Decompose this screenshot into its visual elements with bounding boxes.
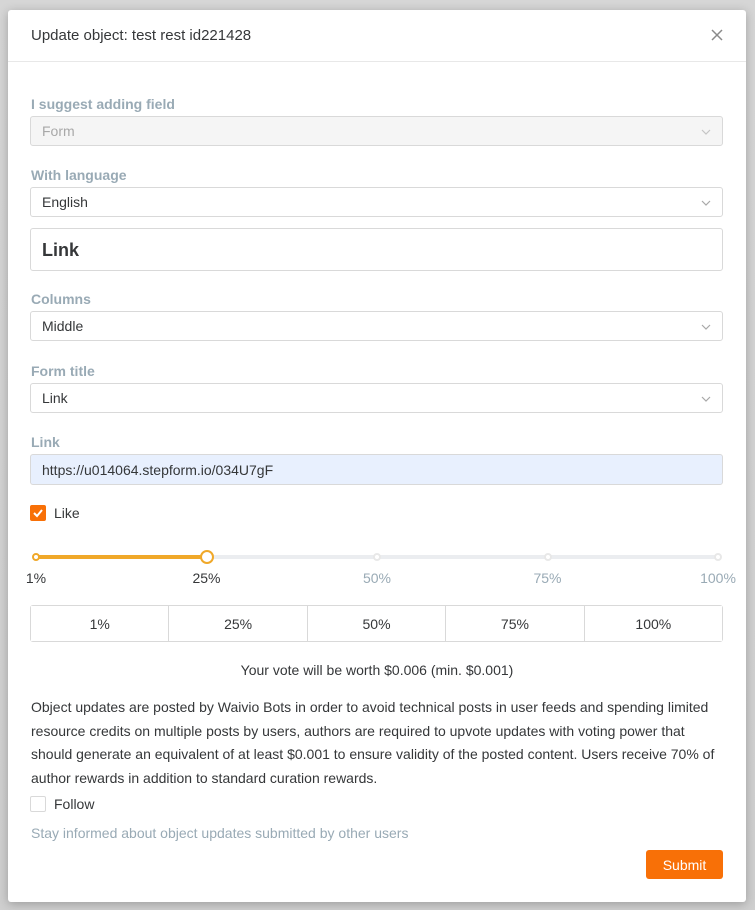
chevron-down-icon: [700, 197, 712, 209]
like-label: Like: [54, 505, 80, 521]
close-icon: [708, 26, 726, 44]
slider-mark-label[interactable]: 50%: [362, 570, 392, 586]
field-type-label: I suggest adding field: [31, 96, 175, 112]
vote-worth-text: Your vote will be worth $0.006 (min. $0.001): [240, 662, 514, 678]
preset-button-50[interactable]: 50%: [308, 606, 446, 641]
preset-button-1[interactable]: 1%: [31, 606, 169, 641]
slider-track: [36, 555, 207, 559]
form-title-select[interactable]: [30, 383, 723, 413]
link-input[interactable]: [30, 454, 723, 485]
columns-select[interactable]: [30, 311, 723, 341]
preset-button-100[interactable]: 100%: [585, 606, 722, 641]
preset-button-75[interactable]: 75%: [446, 606, 584, 641]
form-title-value: Link: [42, 390, 68, 406]
slider-mark-label[interactable]: 25%: [192, 570, 221, 586]
field-type-value: Form: [42, 123, 75, 139]
language-label: With language: [31, 167, 127, 183]
language-select[interactable]: [30, 187, 723, 217]
field-title: Link: [42, 240, 80, 260]
form-title-label: Form title: [31, 363, 95, 379]
field-type-select: [30, 116, 723, 146]
language-value: English: [42, 194, 88, 210]
slider-mark-label[interactable]: 100%: [700, 570, 736, 586]
chevron-down-icon: [700, 393, 712, 405]
chevron-down-icon: [700, 321, 712, 333]
preset-button-25[interactable]: 25%: [169, 606, 307, 641]
modal-title: Update object: test rest id221428: [31, 27, 252, 44]
close-button[interactable]: [708, 26, 726, 44]
submit-button[interactable]: Submit: [646, 850, 723, 879]
check-icon: [31, 506, 45, 520]
vote-preset-group: [30, 605, 723, 642]
like-checkbox[interactable]: [30, 505, 46, 521]
chevron-down-icon: [700, 126, 712, 138]
columns-value: Middle: [42, 318, 84, 334]
slider-dot[interactable]: [32, 553, 40, 561]
update-object-modal: [8, 10, 746, 902]
link-label: Link: [31, 434, 60, 450]
follow-checkbox[interactable]: [30, 796, 46, 812]
slider-handle[interactable]: [200, 550, 214, 564]
slider-mark-label[interactable]: 1%: [25, 570, 47, 586]
columns-label: Columns: [31, 291, 91, 307]
slider-dot[interactable]: [373, 553, 381, 561]
modal-header: [8, 10, 746, 62]
slider-mark-label[interactable]: 75%: [533, 570, 562, 586]
follow-label: Follow: [54, 796, 95, 812]
slider-dot[interactable]: [544, 553, 552, 561]
slider-dot[interactable]: [714, 553, 722, 561]
field-title-box: [30, 228, 723, 271]
vote-slider[interactable]: [25, 546, 736, 586]
info-text: Object updates are posted by Waivio Bots in order to avoid technical posts in user feeds and spending limited resource credits on multiple posts by users, authors are required to upvote updates with voting power that should generate an equivalent of at least $0.001 to ensure validity of the posted content. Users receive 70% of author rewards in addition to standard curation rewards.: [31, 699, 715, 786]
follow-hint: Stay informed about object updates submitted by other users: [31, 825, 409, 841]
